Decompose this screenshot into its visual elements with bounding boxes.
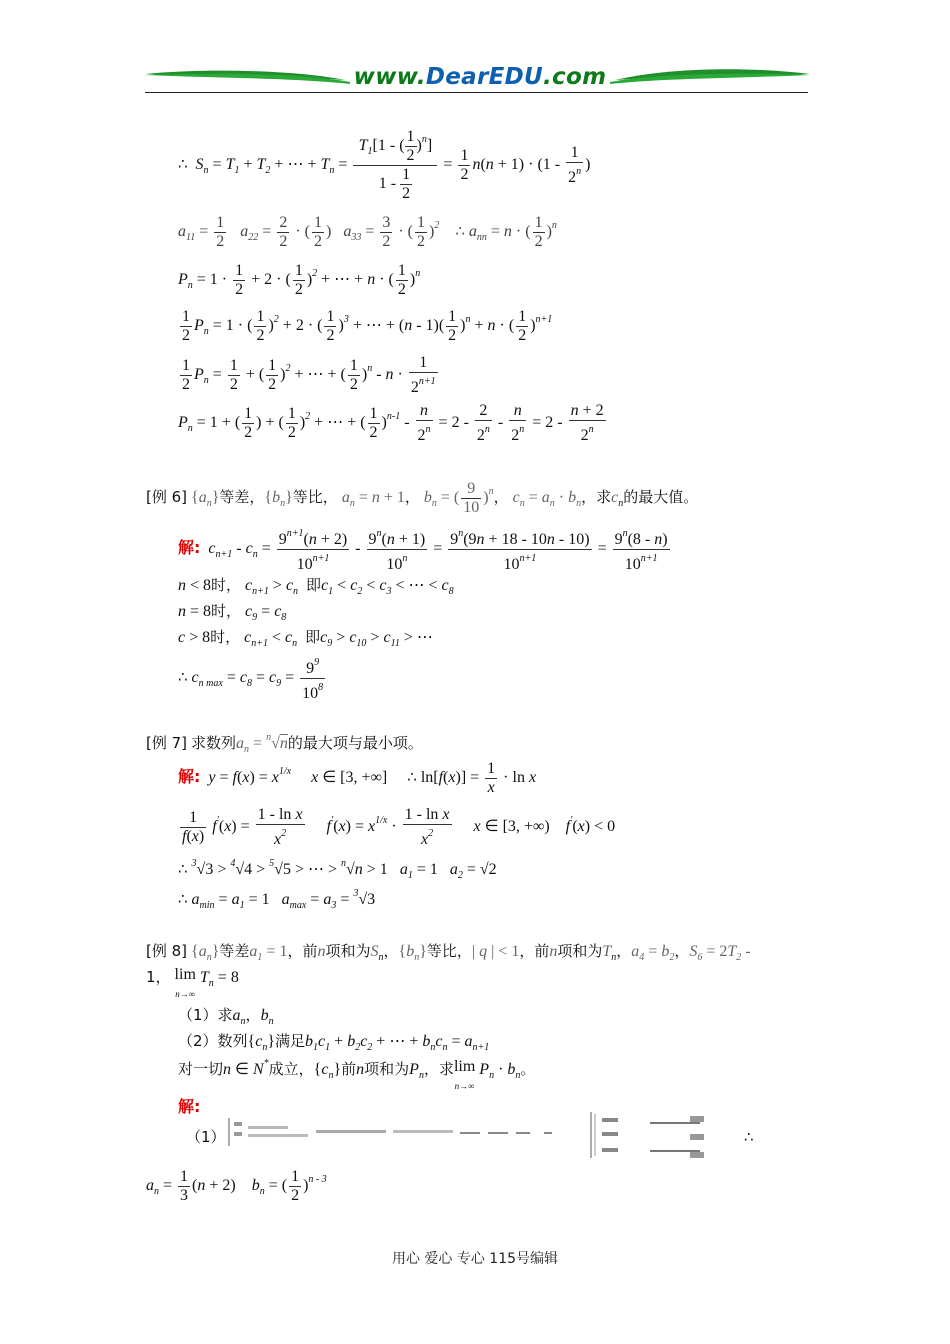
example8-problem-line2: 1， lim n→∞ $T_n = 8$ [146, 966, 239, 999]
example8-question2: （2）数列$\{c_n\}$满足$b_1c_1 + b_2c_2$ + ⋯ + $b_nc_n = a_{n+1}$ [178, 1032, 490, 1053]
example6-problem: [例 6] $\{a_n\}$等差，$\{b_n\}$等比， $a_n = n + 1$， $b_n$ = ( $\frac{9}{10}$ )$^n$， $c_n = a_n \cdot b_n$，求$c_n$的最大值。 [146, 480, 699, 516]
example6-step5: ∴ $c_{n max} = c_8 = c_9$ = $\frac{9^9}{10^8}$ [178, 657, 324, 702]
a-diagonal-line: $a_{11}$ = $\frac{1}{2}$ $a_{22}$ = $\frac{2}{2}$ · ( $\frac{1}{2}$ ) $a_{33}$ = $\frac{3}{2}$ · ( $\frac{1}{2}$ )$^2$ ∴ $a_{nn} = n$ · ( $\frac{1}{2}$ )$^n$ [178, 214, 557, 250]
p-line-4: $P_n = 1$ + ( $\frac{1}{2}$ ) + ( $\frac{1}{2}$ )$^2$ + ⋯ + ( $\frac{1}{2}$ )$^{n-1}$ - $\frac{n}{2^n}$ = 2 - $\frac{2}{2^n}$ - $\frac{n}{2^n}$ = 2 - $\frac{n + 2}{2^n}$ [178, 402, 604, 444]
example8-problem-line1: [例 8] $\{a_n\}$等差$a_1 = 1$，前n项和为$S_n$，$\{b_n\}$等比，| q | < 1，前n项和为$T_n$，$a_4 = b_2$，$S_6 = 2T_2$ - [146, 942, 751, 963]
site-logo[interactable]: www.DearEDU.com [353, 64, 607, 90]
example7-step2: $\frac{1}{f(x)}$ f′(x) = $\frac{\text{1 - ln x}}{x^2}$ $f'(x) = x^{1/x}$ · $\frac{\text{1 - ln x}}{x^2}$ x ∈ [3, +∞) f′(x) < 0 [182, 806, 616, 848]
site-header [145, 60, 810, 96]
example8-question1: （1）求$a_n$，$b_n$ [178, 1006, 274, 1027]
example6-step2: n < 8时， $c_{n+1} > c_n$ 即$c_1 < c_2 < c_3$ < ⋯ < $c_8$ [178, 576, 454, 597]
equation-system-image-2 [590, 1112, 720, 1160]
sn-formula: ∴ $S_n = T_1 + T_2$ + ⋯ + $T_n$ = $T_1[1$ - ( $\frac{1}{2}$ )$^n$] 1 - $\frac{1}{2}$ = $\frac{1}{2}$ n(n + 1) · (1 - $\frac{1}{2^n}$ ) [178, 128, 591, 202]
header-divider [145, 92, 808, 93]
page-footer: 用心 爱心 专心 115号编辑 [391, 1251, 559, 1267]
example6-step4: c > 8时， $c_{n+1} < c_n$ 即$c_9 > c_{10} > c_{11}$ > ⋯ [178, 628, 433, 649]
example6-step3: n = 8时， $c_9 = c_8$ [178, 602, 287, 623]
example7-step1: 解: $y = f(x) = x^{1/x}$ x ∈ [3, +∞] ∴ ln[f(x)] = $\frac{1}{x}$ · ln x [178, 760, 537, 796]
example8-answer: $a_n$ = $\frac{1}{3}$ (n + 2) $b_n$ = ( $\frac{1}{2}$ )$^{n - 3}$ [146, 1168, 327, 1204]
example7-step4: ∴ $a_{min} = a_1 = 1$ $a_{max} = a_3 = ^3√3$ [178, 888, 376, 911]
example7-step3: ∴ $^3$√3 > $^4$√4 > $^5$√5 > ⋯ > $^n$√n > 1 $a_1 = 1$ $a_2 = √2$ [178, 858, 497, 881]
example8-question3: 对一切n ∈ N*成立，$\{c_n\}$前n项和为$P_n$，求lim n→∞ $P_n \cdot b_n$。 [178, 1058, 536, 1091]
example8-solution-label: 解: [178, 1097, 201, 1116]
p-line-2: $\frac{1}{2}$ $P_n = 1$ · ( $\frac{1}{2}$ )$^2$ + 2 · ( $\frac{1}{2}$ )$^3$ + ⋯ + (n - 1)( $\frac{1}{2}$ )$^n$ + n · ( $\frac{1}{2}$ )$^{n+1}$ [182, 308, 553, 344]
p-line-3: $\frac{1}{2}$ $P_n$ = $\frac{1}{2}$ + ( $\frac{1}{2}$ )$^2$ + ⋯ + ( $\frac{1}{2}$ )$^n$ - n · $\frac{1}{2^{n+1}}$ [182, 354, 436, 396]
example6-step1: 解: $c_{n+1} - c_n$ = $\frac{9^{n+1}(n + 2)}{10^{n+1}}$ - $\frac{9^n(n + 1)}{10^n}$ = $\frac{9^n(9n + 18 - 10n - 10)}{10^{n+1}}$ = $\frac{9^n(8 - n)}{10^{n+1}}$ [178, 528, 668, 573]
example7-problem: [例 7] 求数列$a_n = ^n√n$的最大项与最小项。 [146, 732, 423, 755]
equation-system-image-1 [228, 1118, 558, 1150]
example8-therefore: ∴ [744, 1128, 754, 1146]
example8-part1-label: （1） [186, 1128, 226, 1146]
p-line-1: $P_n = 1$ · $\frac{1}{2}$ + 2 · ( $\frac{1}{2}$ )$^2$ + ⋯ + n · ( $\frac{1}{2}$ )$^n$ [178, 262, 421, 298]
